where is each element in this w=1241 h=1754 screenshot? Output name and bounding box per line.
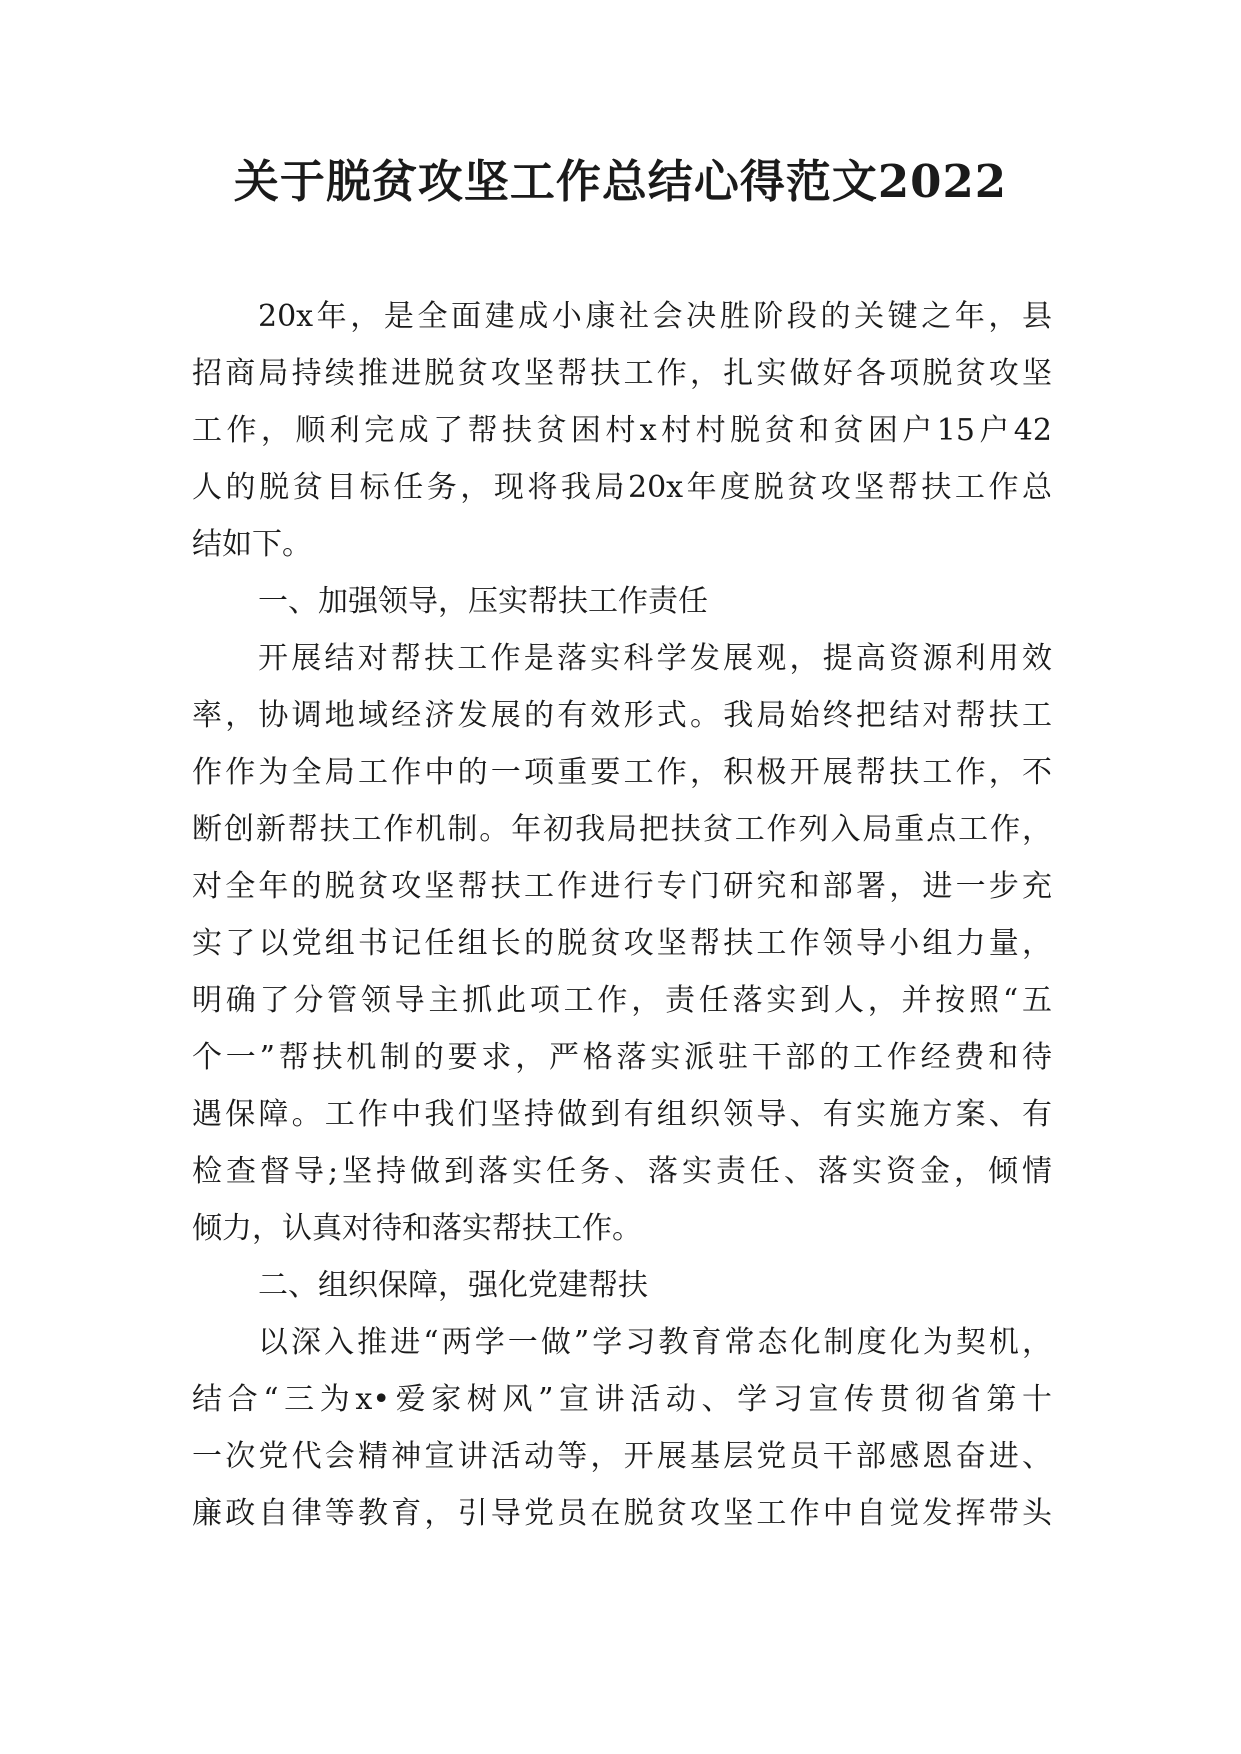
text-line: 作作为全局工作中的一项重要工作，积极开展帮扶工作，不: [192, 755, 1052, 790]
document-title: 关于脱贫攻坚工作总结心得范文2022: [233, 155, 1008, 208]
text-line: 工作，顺利完成了帮扶贫困村x村村脱贫和贫困户15户42: [192, 413, 1052, 448]
text-line: 实了以党组书记任组长的脱贫攻坚帮扶工作领导小组力量，: [192, 926, 1052, 961]
section-heading-2: [192, 1257, 1052, 1314]
heading-line: 二、组织保障，强化党建帮扶: [258, 1268, 648, 1303]
text-line: 检查督导;坚持做到落实任务、落实责任、落实资金，倾情: [192, 1154, 1052, 1189]
paragraph-section-2: [192, 1314, 1052, 1542]
text-line: 招商局持续推进脱贫攻坚帮扶工作，扎实做好各项脱贫攻坚: [192, 356, 1052, 391]
document-body: [192, 288, 1052, 1542]
paragraph-intro: [192, 288, 1052, 573]
section-heading-1: [192, 573, 1052, 630]
text-line: 遇保障。工作中我们坚持做到有组织领导、有实施方案、有: [192, 1097, 1052, 1132]
text-line: 结合“三为x•爱家树风”宣讲活动、学习宣传贯彻省第十: [192, 1382, 1052, 1417]
text-line: 明确了分管领导主抓此项工作，责任落实到人，并按照“五: [192, 983, 1052, 1018]
text-line: 20x年，是全面建成小康社会决胜阶段的关键之年，县: [258, 299, 1052, 334]
text-line: 一次党代会精神宣讲活动等，开展基层党员干部感恩奋进、: [192, 1439, 1052, 1474]
text-line: 断创新帮扶工作机制。年初我局把扶贫工作列入局重点工作，: [192, 812, 1052, 847]
paragraph-section-1: [192, 630, 1052, 1257]
text-line: 倾力，认真对待和落实帮扶工作。: [192, 1211, 642, 1246]
heading-line: 一、加强领导，压实帮扶工作责任: [258, 584, 708, 619]
text-line: 人的脱贫目标任务，现将我局20x年度脱贫攻坚帮扶工作总: [192, 470, 1052, 505]
text-line: 开展结对帮扶工作是落实科学发展观，提高资源利用效: [258, 641, 1052, 676]
text-line: 个一”帮扶机制的要求，严格落实派驻干部的工作经费和待: [192, 1040, 1052, 1075]
text-line: 以深入推进“两学一做”学习教育常态化制度化为契机，: [258, 1325, 1052, 1360]
text-line: 对全年的脱贫攻坚帮扶工作进行专门研究和部署，进一步充: [192, 869, 1052, 904]
text-line: 廉政自律等教育，引导党员在脱贫攻坚工作中自觉发挥带头: [192, 1496, 1052, 1531]
text-line: 结如下。: [192, 527, 312, 562]
text-line: 率，协调地域经济发展的有效形式。我局始终把结对帮扶工: [192, 698, 1052, 733]
